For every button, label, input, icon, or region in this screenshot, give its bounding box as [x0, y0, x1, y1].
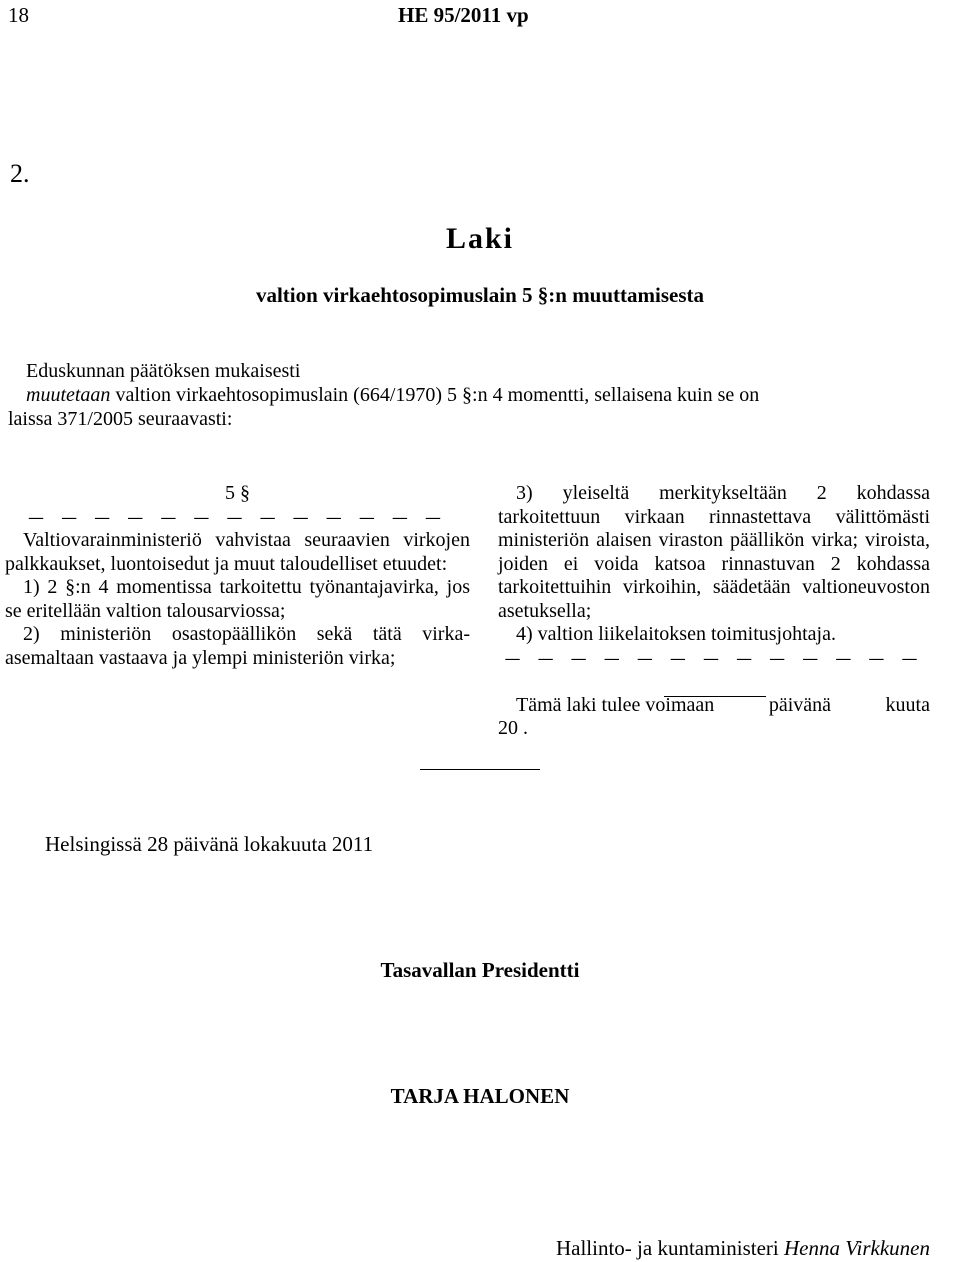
paragraph-heading: 5 § [225, 482, 250, 504]
law-title: Laki [445, 222, 515, 255]
divider-center [420, 769, 540, 770]
spacer [498, 670, 930, 694]
entry-into-force [498, 694, 930, 718]
page-number: 18 [8, 3, 29, 27]
intro-line-2 [26, 383, 960, 407]
president-name: TARJA HALONEN [390, 1084, 570, 1108]
place-and-date: Helsingissä 28 päivänä lokakuuta 2011 [45, 832, 374, 856]
entry-into-force-part-c: kuuta [885, 693, 930, 716]
intro-text [8, 359, 960, 431]
law-subtitle: valtion virkaehtosopimuslain 5 §:n muuttamisesta [255, 283, 705, 307]
right-column [498, 482, 930, 741]
divider-short-right [664, 696, 766, 697]
left-paragraph-1: Valtiovarainministeriö vahvistaa seuraavien virkojen palkkaukset, luontoisedut ja muut taloudelliset etuudet: [5, 529, 470, 575]
minister-title: Hallinto- ja kuntaministeri [555, 1236, 779, 1260]
right-paragraph-1: 3) yleiseltä merkitykseltään 2 kohdassa tarkoitettuun virkaan rinnastettava välittömästi ministeriön alaisen viraston päällikön virka; viroista, joiden ei voida katsoa rinnastuvan 2 kohdassa tarkoitettuihin virkoihin, säädetään valtioneuvoston asetuksella; [498, 482, 930, 622]
minister-signature [556, 1236, 930, 1260]
intro-line-3: laissa 371/2005 seuraavasti: [8, 408, 233, 430]
left-paragraph-3: 2) ministeriön osastopäällikön sekä tätä virka-asemaltaan vastaava ja ylempi ministeriön virka; [5, 623, 470, 669]
omission-dashes-left: — — — — — — — — — — — — — [27, 507, 448, 527]
minister-name: Henna Virkkunen [784, 1236, 930, 1260]
document-id: HE 95/2011 vp [398, 3, 529, 27]
left-column [5, 482, 470, 670]
section-number: 2. [10, 159, 30, 188]
intro-amend-rest: valtion virkaehtosopimuslain (664/1970) 5 §:n 4 momentti, sellaisena kuin se on [110, 384, 760, 406]
intro-amend-verb: muutetaan [26, 384, 111, 406]
left-paragraph-2: 1) 2 §:n 4 momentissa tarkoitettu työnantajavirka, jos se eritellään valtion talousarviossa; [5, 576, 470, 622]
intro-line-1: Eduskunnan päätöksen mukaisesti [26, 360, 301, 382]
entry-into-force-year: 20 . [498, 717, 528, 739]
presidency-title: Tasavallan Presidentti [380, 958, 580, 982]
omission-dashes-right: — — — — — — — — — — — — — [504, 648, 924, 668]
entry-into-force-part-a: Tämä laki tulee voimaan [516, 693, 715, 716]
right-paragraph-2: 4) valtion liikelaitoksen toimitusjohtaja. [516, 623, 836, 645]
entry-into-force-part-b: päivänä [768, 693, 831, 716]
